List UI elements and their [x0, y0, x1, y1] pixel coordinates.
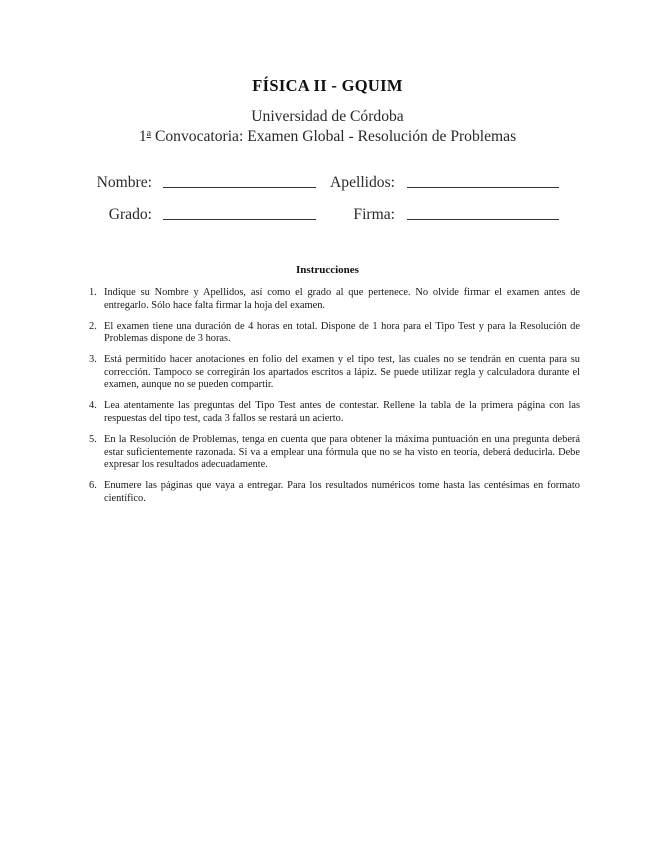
page-title: FÍSICA II - GQUIM: [252, 76, 403, 95]
grado-line[interactable]: [163, 219, 316, 220]
firma-line[interactable]: [407, 219, 559, 220]
instruction-number: 2.: [89, 320, 97, 332]
grado-label: Grado:: [108, 206, 152, 223]
instruction-item-4: [82, 400, 580, 425]
instruction-text: El examen tiene una duración de 4 horas en total. Dispone de 1 hora para el Tipo Test y para la Resolución de Problemas dispone de 3 horas.: [104, 320, 580, 345]
exam-subtitle: [0, 128, 655, 146]
exam-ordinal-sup: a: [146, 128, 152, 139]
instruction-number: 1.: [89, 287, 97, 298]
firma-label: Firma:: [353, 206, 395, 223]
instruction-text: Lea atentamente las preguntas del Tipo Test antes de contestar. Rellene la tabla de la primera página con las respuestas del tipo test, cada 3 fallos se restará un acierto.: [104, 400, 580, 424]
apellidos-label: Apellidos:: [330, 174, 395, 191]
nombre-label: Nombre:: [96, 174, 152, 191]
instructions-title: Instrucciones: [296, 264, 359, 276]
instruction-text: Está permitido hacer anotaciones en folio del examen y el tipo test, las cuales no se tendrán en cuenta para su corrección. Tampoco se corregirán los apartados escritos a lápiz. Se puede utilizar regla y calculadora durante el examen, aunque no se pueden compartir.: [104, 354, 580, 391]
instruction-text: Enumere las páginas que vaya a entregar. Para los resultados numéricos tome hasta las centésimas en formato científico.: [104, 480, 580, 504]
instruction-item-6: [82, 480, 580, 505]
instruction-number: 5.: [89, 433, 97, 445]
instruction-number: 6.: [89, 480, 97, 492]
instruction-number: 4.: [89, 400, 97, 412]
instruction-item-1: [82, 287, 580, 312]
university-name: Universidad de Córdoba: [251, 108, 404, 125]
instructions-list: [82, 287, 580, 514]
instruction-item-3: [82, 354, 580, 392]
instruction-item-5: [82, 434, 580, 472]
apellidos-line[interactable]: [407, 187, 559, 188]
instruction-number: 3.: [89, 354, 97, 366]
instruction-item-2: [82, 321, 580, 346]
exam-description: Convocatoria: Examen Global - Resolución de Problemas: [151, 128, 517, 145]
nombre-line[interactable]: [163, 187, 316, 188]
instruction-text: En la Resolución de Problemas, tenga en cuenta que para obtener la máxima puntuación en una pregunta deberá estar suficientemente razonada. Si va a emplear una fórmula que no se ha visto en teoría, deberá deducirla. Debe expresar los resultados adecuadamente.: [104, 433, 580, 471]
instruction-text: Indique su Nombre y Apellidos, así como el grado al que pertenece. No olvide firmar el examen antes de entregarlo. Sólo hace falta firmar la hoja del examen.: [104, 287, 580, 311]
exam-number: 1: [138, 128, 147, 145]
